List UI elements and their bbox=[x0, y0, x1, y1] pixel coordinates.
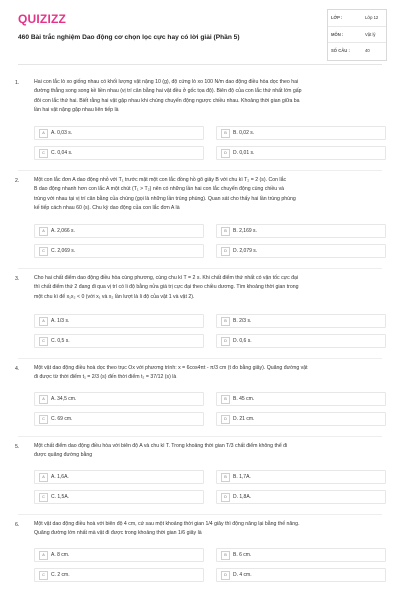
option-a[interactable] bbox=[34, 224, 204, 238]
question-number: 3. bbox=[15, 276, 20, 282]
option-key: B bbox=[221, 129, 230, 138]
option-text: A. 34,5 cm. bbox=[51, 396, 77, 402]
question-line: được quãng đường bằng bbox=[34, 452, 93, 459]
question-line: Một vật dao động điều hoà với biên độ 4 cm, cứ sau một khoảng thời gian 1/4 giây thì động năng lại bằng thế năng. bbox=[34, 521, 300, 527]
option-c[interactable] bbox=[34, 146, 204, 160]
option-text: D. 1,8A. bbox=[233, 494, 252, 500]
option-text: A. 1/3 s. bbox=[51, 318, 70, 324]
option-key: C bbox=[39, 149, 48, 158]
option-key: D bbox=[221, 337, 230, 346]
meta-label: SỐ CÂU : bbox=[331, 48, 350, 53]
meta-row-subject bbox=[328, 26, 386, 43]
question-line: Hai con lắc lò xo giống nhau có khối lượng vật nặng 10 (g), độ cứng lò xo 100 N/m dao động điều hòa dọc theo hai bbox=[34, 79, 299, 85]
option-c[interactable] bbox=[34, 490, 204, 504]
question-divider bbox=[18, 358, 382, 359]
quizizz-logo[interactable]: QUIZIZZ bbox=[18, 12, 67, 26]
header bbox=[0, 0, 400, 62]
option-key: B bbox=[221, 473, 230, 482]
option-b[interactable] bbox=[216, 126, 386, 140]
option-b[interactable] bbox=[216, 548, 386, 562]
option-a[interactable] bbox=[34, 126, 204, 140]
option-key: D bbox=[221, 149, 230, 158]
option-text: C. 2,069 s. bbox=[51, 248, 76, 254]
option-text: D. 4 cm. bbox=[233, 572, 252, 578]
option-key: C bbox=[39, 337, 48, 346]
question-text bbox=[34, 274, 386, 302]
question-divider bbox=[18, 514, 382, 515]
option-key: C bbox=[39, 247, 48, 256]
option-key: D bbox=[221, 493, 230, 502]
option-text: D. 0,6 s. bbox=[233, 338, 252, 344]
meta-value: Lớp 12 bbox=[365, 15, 379, 20]
question-number: 5. bbox=[15, 444, 20, 450]
question-line: Một vật dao động điều hoà dọc theo trục Ox với phương trình: x = 6cos4πt - π/3 cm (t đo bằng giây). Quãng đường vật bbox=[34, 365, 308, 371]
question-line: Cho hai chất điểm dao động điều hòa cùng phương, cùng chu kì T = 2 s. Khi chất điểm thứ nhất có vận tốc cực đại bbox=[34, 275, 299, 281]
option-a[interactable] bbox=[34, 470, 204, 484]
question-number: 6. bbox=[15, 522, 20, 528]
question-divider bbox=[18, 436, 382, 437]
meta-box bbox=[327, 9, 387, 61]
option-c[interactable] bbox=[34, 334, 204, 348]
option-key: A bbox=[39, 473, 48, 482]
question-number: 4. bbox=[15, 366, 20, 372]
question-line: Một chất điểm dao động điều hòa với biên độ A và chu kì T. Trong khoảng thời gian T/3 chất điểm không thể đi bbox=[34, 443, 288, 449]
option-key: C bbox=[39, 493, 48, 502]
meta-label: LỚP : bbox=[331, 15, 343, 20]
option-a[interactable] bbox=[34, 392, 204, 406]
option-a[interactable] bbox=[34, 314, 204, 328]
question-number: 2. bbox=[15, 178, 20, 184]
header-divider bbox=[18, 64, 382, 65]
option-text: C. 0,5 s. bbox=[51, 338, 70, 344]
question-line: kế tiếp cách nhau 60 (s). Chu kỳ dao động của con lắc đơn A là bbox=[34, 205, 180, 212]
option-d[interactable] bbox=[216, 412, 386, 426]
option-text: B. 2,169 s. bbox=[233, 228, 257, 234]
option-d[interactable] bbox=[216, 244, 386, 258]
option-text: A. 8 cm. bbox=[51, 552, 70, 558]
option-text: A. 2,066 s. bbox=[51, 228, 75, 234]
option-c[interactable] bbox=[34, 568, 204, 582]
option-key: B bbox=[221, 551, 230, 560]
option-b[interactable] bbox=[216, 224, 386, 238]
question-line: một chu kì để x₁x₂ < 0 (với x₁ và x₂ lần lượt là li độ của vật 1 và vật 2). bbox=[34, 293, 195, 300]
option-key: B bbox=[221, 227, 230, 236]
option-key: D bbox=[221, 247, 230, 256]
option-text: D. 21 cm. bbox=[233, 416, 255, 422]
question-line: đi được từ thời điểm t₁ = 2/3 (s) đến thời điểm t₂ = 37/12 (s) là bbox=[34, 374, 177, 381]
option-key: D bbox=[221, 415, 230, 424]
question-line: trùng với nhau tại vị trí cân bằng của chúng (gọi là những lần trùng phùng). Quan sát cho thấy hai lần trùng phùng bbox=[34, 195, 296, 202]
option-text: B. 0,02 s. bbox=[233, 130, 255, 136]
option-d[interactable] bbox=[216, 334, 386, 348]
option-key: A bbox=[39, 395, 48, 404]
option-text: C. 1,5A. bbox=[51, 494, 70, 500]
option-text: A. 1,6A. bbox=[51, 474, 69, 480]
question-text bbox=[34, 176, 386, 214]
option-key: D bbox=[221, 571, 230, 580]
option-text: D. 2,079 s. bbox=[233, 248, 258, 254]
question-text bbox=[34, 78, 386, 116]
option-text: C. 2 cm. bbox=[51, 572, 70, 578]
meta-label: MÔN : bbox=[331, 32, 344, 37]
option-text: B. 45 cm. bbox=[233, 396, 255, 402]
question-line: lần hai vật nặng gặp nhau liên tiếp là bbox=[34, 107, 119, 114]
question-text bbox=[34, 364, 386, 383]
option-text: B. 2/3 s. bbox=[233, 318, 252, 324]
option-key: B bbox=[221, 317, 230, 326]
question-line: đường thẳng song song kề liền nhau (vị trí cân bằng hai vật đều ở gốc tọa độ). Biên độ của con lắc thứ nhất lớn gấp bbox=[34, 88, 302, 95]
option-b[interactable] bbox=[216, 392, 386, 406]
option-key: A bbox=[39, 129, 48, 138]
option-d[interactable] bbox=[216, 146, 386, 160]
option-d[interactable] bbox=[216, 490, 386, 504]
option-text: A. 0,03 s. bbox=[51, 130, 73, 136]
question-number: 1. bbox=[15, 80, 20, 86]
meta-row-count bbox=[328, 42, 386, 59]
option-b[interactable] bbox=[216, 470, 386, 484]
question-line: B dao động nhanh hơn con lắc A một chút (T₁ > T₂) nên có những lần hai con lắc chuyển động cùng chiều và bbox=[34, 186, 285, 193]
question-divider bbox=[18, 268, 382, 269]
page-title: 460 Bài trắc nghiệm Dao động cơ chọn lọc cực hay có lời giải (Phần 5) bbox=[18, 34, 240, 41]
option-c[interactable] bbox=[34, 244, 204, 258]
option-key: C bbox=[39, 415, 48, 424]
meta-row-class bbox=[328, 10, 386, 26]
meta-value: Vật lý bbox=[365, 32, 376, 37]
option-key: B bbox=[221, 395, 230, 404]
option-key: C bbox=[39, 571, 48, 580]
option-key: A bbox=[39, 317, 48, 326]
option-c[interactable] bbox=[34, 412, 204, 426]
question-line: Quãng đường lớn nhất mà vật đi được trong khoảng thời gian 1/6 giây là bbox=[34, 530, 202, 537]
option-d[interactable] bbox=[216, 568, 386, 582]
question-text bbox=[34, 442, 386, 461]
option-b[interactable] bbox=[216, 314, 386, 328]
option-text: D. 0,01 s. bbox=[233, 150, 255, 156]
meta-value: 40 bbox=[365, 48, 370, 53]
option-text: B. 1,7A. bbox=[233, 474, 251, 480]
question-divider bbox=[18, 170, 382, 171]
option-text: B. 6 cm. bbox=[233, 552, 252, 558]
question-line: Một con lắc đơn A dao động nhỏ với T₁ trước mặt một con lắc đồng hồ gõ giây B với chu kì T₂ = 2 (s). Con lắc bbox=[34, 177, 287, 183]
option-text: C. 69 cm. bbox=[51, 416, 73, 422]
option-key: A bbox=[39, 227, 48, 236]
option-text: C. 0,04 s. bbox=[51, 150, 73, 156]
question-text bbox=[34, 520, 386, 539]
option-key: A bbox=[39, 551, 48, 560]
question-line: đôi con lắc thứ hai. Biết rằng hai vật gặp nhau khi chúng chuyển động ngược chiều nhau. Khoảng thời gian giữa ba bbox=[34, 97, 300, 104]
question-line: thì chất điểm thứ 2 đang đi qua vị trí có li độ bằng nửa giá trị cực đại theo chiều dương. Tìm khoảng thời gian trong bbox=[34, 284, 299, 291]
option-a[interactable] bbox=[34, 548, 204, 562]
